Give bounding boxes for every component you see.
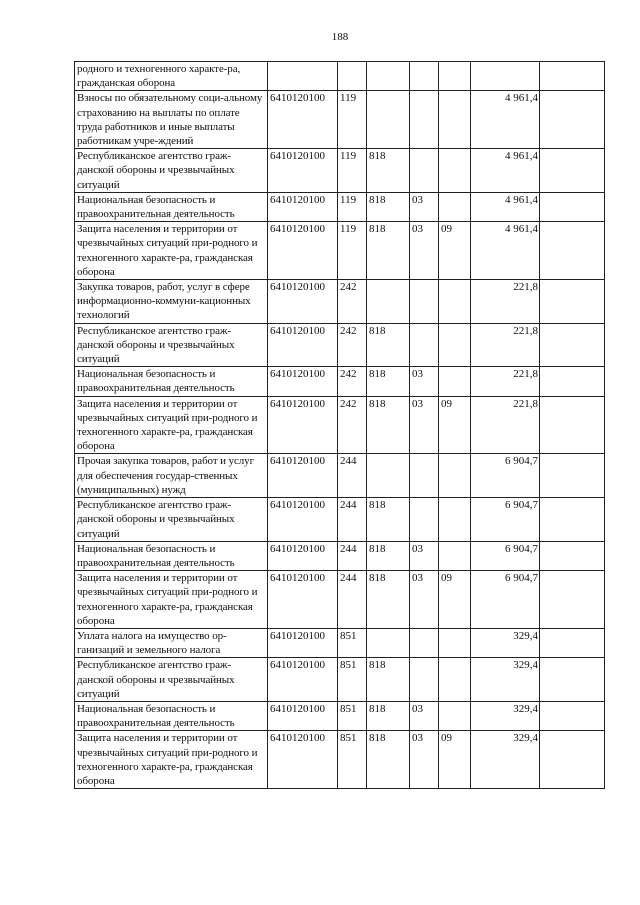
row-amount: 4 961,4 xyxy=(471,222,540,280)
row-expense-type: 244 xyxy=(338,571,367,629)
row-amount: 329,4 xyxy=(471,658,540,702)
row-extra xyxy=(540,658,605,702)
row-subsection: 09 xyxy=(439,731,471,789)
row-subsection xyxy=(439,658,471,702)
table-row xyxy=(75,571,605,629)
row-amount: 221,8 xyxy=(471,396,540,454)
row-section xyxy=(410,62,439,91)
row-name: Национальная безопасность и правоохранительная деятельность xyxy=(75,541,268,570)
row-extra xyxy=(540,323,605,367)
table-row xyxy=(75,62,605,91)
row-amount: 221,8 xyxy=(471,367,540,396)
row-section xyxy=(410,149,439,193)
row-ministry-code xyxy=(367,280,410,324)
row-extra xyxy=(540,367,605,396)
row-ministry-code: 818 xyxy=(367,731,410,789)
row-extra xyxy=(540,571,605,629)
row-section: 03 xyxy=(410,571,439,629)
row-code: 6410120100 xyxy=(268,658,338,702)
row-amount: 221,8 xyxy=(471,323,540,367)
row-code: 6410120100 xyxy=(268,222,338,280)
row-name: Национальная безопасность и правоохранительная деятельность xyxy=(75,192,268,221)
row-name: Республиканское агентство граж-данской обороны и чрезвычайных ситуаций xyxy=(75,498,268,542)
row-section xyxy=(410,658,439,702)
row-section: 03 xyxy=(410,701,439,730)
row-expense-type: 242 xyxy=(338,367,367,396)
row-name: родного и техногенного характе-ра, гражданская оборона xyxy=(75,62,268,91)
table-row xyxy=(75,280,605,324)
row-name: Защита населения и территории от чрезвычайных ситуаций при-родного и техногенного характе-ра, гражданская оборона xyxy=(75,731,268,789)
row-section: 03 xyxy=(410,222,439,280)
table-row xyxy=(75,222,605,280)
row-amount xyxy=(471,62,540,91)
row-section xyxy=(410,498,439,542)
table-row xyxy=(75,396,605,454)
table-row xyxy=(75,498,605,542)
row-expense-type: 119 xyxy=(338,149,367,193)
row-code: 6410120100 xyxy=(268,454,338,498)
row-code: 6410120100 xyxy=(268,701,338,730)
row-ministry-code xyxy=(367,628,410,657)
table-row xyxy=(75,541,605,570)
row-expense-type: 244 xyxy=(338,498,367,542)
row-extra xyxy=(540,222,605,280)
row-code: 6410120100 xyxy=(268,541,338,570)
row-name: Защита населения и территории от чрезвычайных ситуаций при-родного и техногенного характе-ра, гражданская оборона xyxy=(75,571,268,629)
row-name: Закупка товаров, работ, услуг в сфере информационно-коммуни-кационных технологий xyxy=(75,280,268,324)
row-ministry-code: 818 xyxy=(367,149,410,193)
row-subsection xyxy=(439,280,471,324)
row-subsection xyxy=(439,91,471,149)
row-expense-type: 851 xyxy=(338,658,367,702)
row-subsection: 09 xyxy=(439,222,471,280)
table-body xyxy=(75,62,605,789)
row-amount: 329,4 xyxy=(471,701,540,730)
row-ministry-code: 818 xyxy=(367,396,410,454)
row-amount: 4 961,4 xyxy=(471,192,540,221)
table-row xyxy=(75,454,605,498)
row-subsection xyxy=(439,454,471,498)
row-expense-type: 119 xyxy=(338,222,367,280)
row-code: 6410120100 xyxy=(268,367,338,396)
row-code: 6410120100 xyxy=(268,280,338,324)
row-code: 6410120100 xyxy=(268,396,338,454)
table-row xyxy=(75,628,605,657)
row-section xyxy=(410,280,439,324)
row-name: Взносы по обязательному соци-альному страхованию на выплаты по оплате труда работников и иные выплаты работникам учре-ждений xyxy=(75,91,268,149)
row-code: 6410120100 xyxy=(268,571,338,629)
table-row xyxy=(75,149,605,193)
row-section xyxy=(410,91,439,149)
row-name: Республиканское агентство граж-данской обороны и чрезвычайных ситуаций xyxy=(75,323,268,367)
row-amount: 6 904,7 xyxy=(471,571,540,629)
row-ministry-code xyxy=(367,91,410,149)
row-subsection: 09 xyxy=(439,396,471,454)
table-row xyxy=(75,91,605,149)
row-ministry-code: 818 xyxy=(367,701,410,730)
row-section xyxy=(410,323,439,367)
row-amount: 4 961,4 xyxy=(471,91,540,149)
row-code: 6410120100 xyxy=(268,323,338,367)
row-extra xyxy=(540,62,605,91)
row-extra xyxy=(540,280,605,324)
row-extra xyxy=(540,192,605,221)
row-subsection xyxy=(439,367,471,396)
row-amount: 221,8 xyxy=(471,280,540,324)
row-extra xyxy=(540,628,605,657)
row-amount: 329,4 xyxy=(471,731,540,789)
row-amount: 6 904,7 xyxy=(471,498,540,542)
row-name: Национальная безопасность и правоохранительная деятельность xyxy=(75,367,268,396)
row-extra xyxy=(540,454,605,498)
row-extra xyxy=(540,701,605,730)
row-ministry-code: 818 xyxy=(367,222,410,280)
row-name: Уплата налога на имущество ор-ганизаций и земельного налога xyxy=(75,628,268,657)
row-amount: 6 904,7 xyxy=(471,541,540,570)
row-subsection xyxy=(439,323,471,367)
row-code: 6410120100 xyxy=(268,731,338,789)
row-name: Национальная безопасность и правоохранительная деятельность xyxy=(75,701,268,730)
row-expense-type: 244 xyxy=(338,541,367,570)
row-expense-type: 851 xyxy=(338,701,367,730)
row-code: 6410120100 xyxy=(268,192,338,221)
row-ministry-code xyxy=(367,454,410,498)
row-extra xyxy=(540,91,605,149)
row-code xyxy=(268,62,338,91)
row-section: 03 xyxy=(410,367,439,396)
row-expense-type xyxy=(338,62,367,91)
row-ministry-code: 818 xyxy=(367,192,410,221)
row-subsection: 09 xyxy=(439,571,471,629)
row-extra xyxy=(540,498,605,542)
row-amount: 6 904,7 xyxy=(471,454,540,498)
row-expense-type: 244 xyxy=(338,454,367,498)
row-expense-type: 851 xyxy=(338,731,367,789)
row-amount: 4 961,4 xyxy=(471,149,540,193)
row-expense-type: 242 xyxy=(338,280,367,324)
row-code: 6410120100 xyxy=(268,498,338,542)
row-subsection xyxy=(439,701,471,730)
row-section xyxy=(410,628,439,657)
row-ministry-code: 818 xyxy=(367,571,410,629)
row-code: 6410120100 xyxy=(268,628,338,657)
row-section: 03 xyxy=(410,192,439,221)
table-row xyxy=(75,367,605,396)
row-expense-type: 119 xyxy=(338,91,367,149)
row-section xyxy=(410,454,439,498)
table-row xyxy=(75,323,605,367)
table-row xyxy=(75,701,605,730)
row-ministry-code: 818 xyxy=(367,323,410,367)
row-ministry-code: 818 xyxy=(367,541,410,570)
row-section: 03 xyxy=(410,396,439,454)
row-subsection xyxy=(439,149,471,193)
row-extra xyxy=(540,396,605,454)
row-subsection xyxy=(439,62,471,91)
page-number: 188 xyxy=(331,31,349,43)
row-extra xyxy=(540,541,605,570)
row-name: Республиканское агентство граж-данской обороны и чрезвычайных ситуаций xyxy=(75,658,268,702)
row-code: 6410120100 xyxy=(268,149,338,193)
row-name: Защита населения и территории от чрезвычайных ситуаций при-родного и техногенного характе-ра, гражданская оборона xyxy=(75,396,268,454)
row-code: 6410120100 xyxy=(268,91,338,149)
table-row xyxy=(75,731,605,789)
row-ministry-code xyxy=(367,62,410,91)
table-row xyxy=(75,658,605,702)
row-name: Республиканское агентство граж-данской обороны и чрезвычайных ситуаций xyxy=(75,149,268,193)
row-subsection xyxy=(439,541,471,570)
row-extra xyxy=(540,149,605,193)
row-expense-type: 242 xyxy=(338,323,367,367)
row-expense-type: 242 xyxy=(338,396,367,454)
row-section: 03 xyxy=(410,731,439,789)
row-expense-type: 851 xyxy=(338,628,367,657)
table-row xyxy=(75,192,605,221)
row-section: 03 xyxy=(410,541,439,570)
row-amount: 329,4 xyxy=(471,628,540,657)
row-expense-type: 119 xyxy=(338,192,367,221)
row-subsection xyxy=(439,628,471,657)
row-name: Прочая закупка товаров, работ и услуг для обеспечения государ-ственных (муниципальных) нужд xyxy=(75,454,268,498)
row-ministry-code: 818 xyxy=(367,498,410,542)
row-extra xyxy=(540,731,605,789)
row-subsection xyxy=(439,498,471,542)
row-subsection xyxy=(439,192,471,221)
row-name: Защита населения и территории от чрезвычайных ситуаций при-родного и техногенного характе-ра, гражданская оборона xyxy=(75,222,268,280)
budget-table xyxy=(74,61,605,789)
row-ministry-code: 818 xyxy=(367,658,410,702)
row-ministry-code: 818 xyxy=(367,367,410,396)
